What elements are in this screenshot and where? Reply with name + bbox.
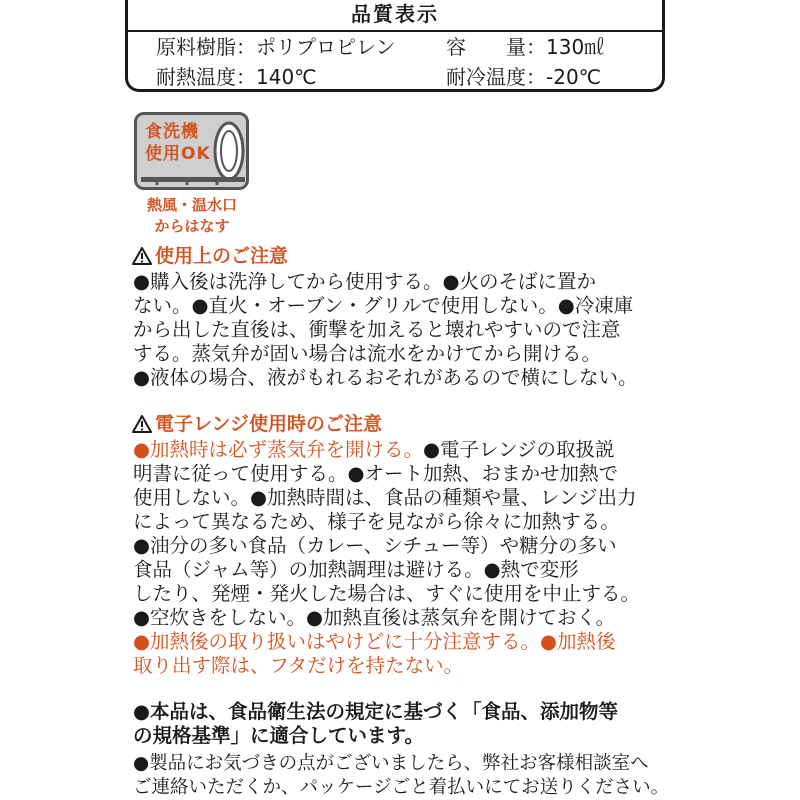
microwave-line: したり、発煙・発火した場合は、すぐに使用を中止する。	[133, 582, 641, 605]
quality-row-1	[128, 32, 662, 62]
caution-line: ●液体の場合、液がもれるおそれがあるので横にしない。	[133, 366, 638, 389]
microwave-warning-line: ●加熱後の取り扱いはやけどに十分注意する。●加熱後	[133, 630, 616, 653]
customer-note	[133, 752, 673, 800]
warning-triangle-icon	[132, 247, 152, 265]
dishwasher-caption-1: 熱風・温水口	[146, 196, 237, 214]
dishwasher-ok-badge	[134, 112, 249, 190]
caution-line: する。蒸気弁が固い場合は流水をかけてから開ける。	[133, 342, 602, 365]
food-standard-statement	[133, 700, 673, 748]
caution-line: ない。●直火・オーブン・グリルで使用しない。●冷凍庫	[133, 294, 634, 317]
microwave-line: 食品（ジャム等）の加熱調理は避ける。●熱で変形	[133, 558, 579, 581]
quality-row-2	[128, 62, 662, 92]
caution-body	[133, 270, 673, 390]
microwave-warning-line: 取り出す際は、フタだけを持たない。	[133, 654, 464, 677]
caution-heading	[132, 244, 288, 268]
caution-line: から出した直後は、衝撃を加えると壊れやすいので注意	[133, 318, 621, 341]
caution-title: 使用上のご注意	[155, 245, 289, 267]
microwave-title: 電子レンジ使用時のご注意	[155, 413, 383, 435]
standard-line-1: ●本品は、食品衛生法の規定に基づく「食品、添加物等	[133, 700, 619, 723]
microwave-line: 使用しない。●加熱時間は、食品の種類や量、レンジ出力	[133, 486, 637, 509]
note-line-2: ご連絡いただくか、パッケージごと着払いにてお送りください。	[133, 777, 670, 798]
dishwasher-text	[145, 121, 211, 165]
caution-line: ●購入後は洗浄してから使用する。●火のそばに置か	[133, 270, 597, 293]
dishwasher-caption-2: からはなす	[154, 217, 230, 235]
dishwasher-caption	[136, 195, 248, 237]
dishwasher-line-1: 食洗機	[145, 122, 199, 142]
heat-resistance-label: 耐熱温度：140℃	[156, 65, 317, 89]
note-line-1: ●製品にお気づきの点がございましたら、弊社お客様相談室へ	[133, 753, 649, 774]
microwave-line: ●空炊きをしない。●加熱直後は蒸気弁を開けておく。	[133, 606, 616, 629]
microwave-highlight: ●加熱時は必ず蒸気弁を開ける。	[133, 438, 424, 461]
cold-resistance-label: 耐冷温度：-20℃	[446, 65, 602, 89]
microwave-line: 明書に従って使用する。●オート加熱、おまかせ加熱で	[133, 462, 619, 485]
microwave-heading	[132, 412, 382, 436]
microwave-line-rest: ●電子レンジの取扱説	[423, 438, 615, 461]
warning-triangle-icon	[132, 415, 152, 433]
dishwasher-line-2: 使用OK	[145, 144, 211, 164]
material-label: 原料樹脂：ポリプロピレン	[156, 35, 396, 59]
microwave-line: によって異なるため、様子を見ながら徐々に加熱する。	[133, 510, 620, 533]
quality-label-box	[125, 0, 665, 92]
microwave-line	[133, 438, 673, 462]
capacity-label: 容 量：130㎖	[446, 35, 605, 59]
quality-title: 品質表示	[128, 0, 662, 32]
standard-line-2: の規格基準」に適合しています。	[133, 724, 424, 747]
microwave-body	[133, 438, 673, 678]
microwave-line: ●油分の多い食品（カレー、シチュー等）や糖分の多い	[133, 534, 617, 557]
